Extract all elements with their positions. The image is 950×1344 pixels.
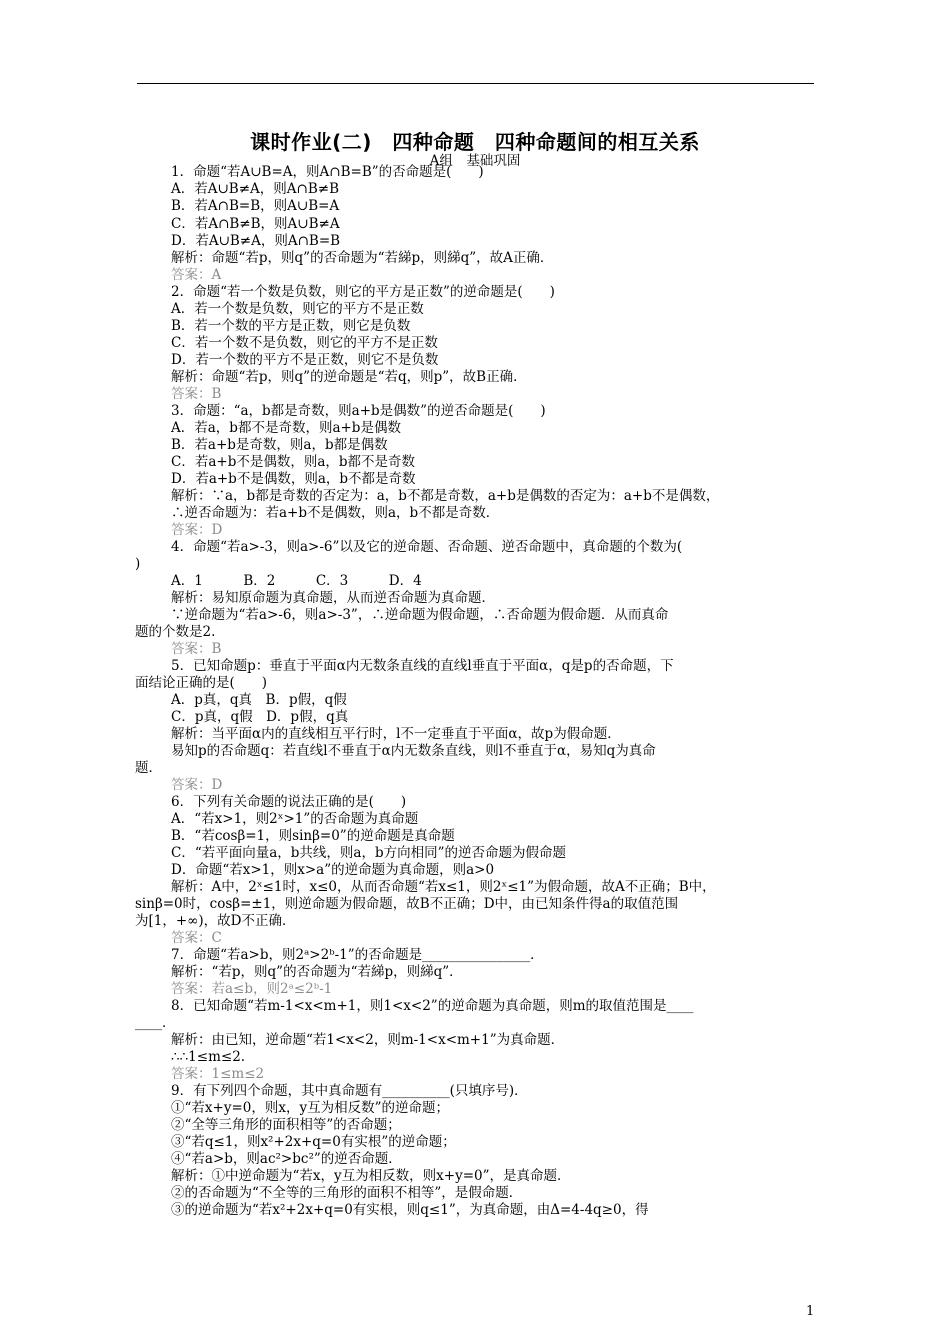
- text-line: D．若a+b不是偶数，则a，b不都是奇数: [171, 471, 416, 487]
- text-line: ): [135, 556, 141, 572]
- answer-line: 答案：C: [171, 930, 222, 946]
- text-line: 6．下列有关命题的说法正确的是( ): [171, 794, 407, 810]
- text-line: C．若一个数不是负数，则它的平方不是正数: [171, 335, 438, 351]
- text-line: 8．已知命题“若m-1<x<m+1，则1<x<2”的逆命题为真命题，则m的取值范围是____: [171, 998, 694, 1014]
- answer-line: 答案：若a≤b，则2ᵃ≤2ᵇ-1: [171, 981, 333, 997]
- answer-line: 答案：B: [171, 641, 222, 657]
- text-line: A．1 B．2 C．3 D．4: [171, 573, 422, 589]
- text-line: C．“若平面向量a，b共线，则a，b方向相同”的逆否命题为假命题: [171, 845, 567, 861]
- text-line: 3．命题：“a，b都是奇数，则a+b是偶数”的逆否命题是( ): [171, 403, 546, 419]
- text-line: ____．: [135, 1015, 176, 1031]
- text-line: ②“全等三角形的面积相等”的否命题；: [171, 1117, 401, 1133]
- text-line: A．若a，b都不是奇数，则a+b是偶数: [171, 420, 401, 436]
- text-line: B．若a+b是奇数，则a，b都是偶数: [171, 437, 388, 453]
- text-line: A．p真，q真 B．p假，q假: [171, 692, 347, 708]
- text-line: 解析：当平面α内的直线相互平行时，l不一定垂直于平面α，故p为假命题．: [171, 726, 621, 742]
- text-line: 解析：易知原命题为真命题，从而逆否命题为真命题．: [171, 590, 495, 606]
- text-line: D．若A∪B≠A，则A∩B=B: [171, 233, 341, 249]
- text-line: 解析：A中，2ˣ≤1时，x≤0，从而否命题“若x≤1，则2ˣ≤1”为假命题，故A不正确；B中，: [171, 879, 716, 895]
- text-line: ∴逆否命题为：若a+b不是偶数，则a，b不都是奇数．: [171, 505, 500, 521]
- text-line: A．“若x>1，则2ˣ>1”的否命题为真命题: [171, 811, 419, 827]
- answer-line: 答案：A: [171, 267, 222, 283]
- text-line: 2．命题“若一个数是负数，则它的平方是正数”的逆命题是( ): [171, 284, 555, 300]
- text-line: B．若一个数的平方是正数，则它是负数: [171, 318, 411, 334]
- text-line: 7．命题“若a>b，则2ᵃ>2ᵇ-1”的否命题是________________．: [171, 947, 544, 963]
- text-line: B．“若cosβ=1，则sinβ=0”的逆命题是真命题: [171, 828, 455, 844]
- text-line: A．若一个数是负数，则它的平方不是正数: [171, 301, 424, 317]
- text-line: 解析：①中逆命题为“若x，y互为相反数，则x+y=0”，是真命题．: [171, 1168, 571, 1184]
- text-line: 1．命题“若A∪B=A，则A∩B=B”的否命题是( ): [171, 164, 484, 180]
- text-line: 解析：∵a，b都是奇数的否定为：a，b不都是奇数，a+b是偶数的否定为：a+b不是偶数，: [171, 488, 720, 504]
- text-line: D．若一个数的平方不是正数，则它不是负数: [171, 352, 439, 368]
- text-line: sinβ=0时，cosβ=±1，则逆命题为假命题，故B不正确；D中，由已知条件得a的取值范围: [135, 896, 679, 912]
- text-line: ①“若x+y=0，则x，y互为相反数”的逆命题；: [171, 1100, 449, 1116]
- text-line: A．若A∪B≠A，则A∩B≠B: [171, 181, 340, 197]
- text-line: ③的逆命题为“若x²+2x+q=0有实根，则q≤1”，为真命题，由Δ=4-4q≥0，得: [171, 1202, 649, 1218]
- text-line: 面结论正确的是( ): [135, 675, 268, 691]
- text-line: ∴∴1≤m≤2.: [171, 1049, 246, 1065]
- answer-line: 答案：B: [171, 386, 222, 402]
- text-line: 题的个数是2.: [135, 624, 216, 640]
- text-line: 5．已知命题p：垂直于平面α内无数条直线的直线l垂直于平面α，q是p的否命题，下: [171, 658, 674, 674]
- page-title: 课时作业(二) 四种命题 四种命题间的相互关系: [250, 130, 700, 154]
- text-line: 为[1，+∞)，故D不正确．: [135, 913, 296, 929]
- text-line: C．若a+b不是偶数，则a，b都不是奇数: [171, 454, 416, 470]
- section-subtitle: A组 基础巩固: [429, 153, 521, 169]
- text-line: B．若A∩B=B，则A∪B=A: [171, 198, 340, 214]
- text-line: 易知p的否命题q：若直线l不垂直于α内无数条直线，则l不垂直于α，易知q为真命: [171, 743, 656, 759]
- text-line: 解析：由已知，逆命题“若1<x<2，则m-1<x<m+1”为真命题．: [171, 1032, 565, 1048]
- text-line: D．命题“若x>1，则x>a”的逆命题为真命题，则a>0: [171, 862, 495, 878]
- text-line: 解析：命题“若p，则q”的否命题为“若綈p，则綈q”，故A正确．: [171, 250, 554, 266]
- answer-line: 答案：D: [171, 777, 223, 793]
- answer-line: 答案：D: [171, 522, 223, 538]
- text-line: 解析：“若p，则q”的否命题为“若綈p，则綈q”．: [171, 964, 463, 980]
- text-line: ③“若q≤1，则x²+2x+q=0有实根”的逆命题；: [171, 1134, 456, 1150]
- text-line: C．p真，q假 D．p假，q真: [171, 709, 349, 725]
- page-number: 1: [806, 1304, 815, 1319]
- text-line: 9．有下列四个命题，其中真命题有__________(只填序号)．: [171, 1083, 528, 1099]
- text-line: 解析：命题“若p，则q”的逆命题是“若q，则p”，故B正确．: [171, 369, 527, 385]
- answer-line: 答案：1≤m≤2: [171, 1066, 265, 1082]
- text-line: ②的否命题为“不全等的三角形的面积不相等”，是假命题．: [171, 1185, 523, 1201]
- text-line: 题．: [135, 760, 162, 776]
- text-line: C．若A∩B≠B，则A∪B≠A: [171, 216, 340, 232]
- text-line: ∵逆命题为“若a>-6，则a>-3”，∴逆命题为假命题，∴否命题为假命题．从而真命: [171, 607, 669, 623]
- header-rule: [137, 83, 814, 84]
- text-line: 4．命题“若a>-3，则a>-6”以及它的逆命题、否命题、逆否命题中，真命题的个数为(: [171, 539, 683, 555]
- text-line: ④“若a>b，则ac²>bc²”的逆否命题．: [171, 1151, 402, 1167]
